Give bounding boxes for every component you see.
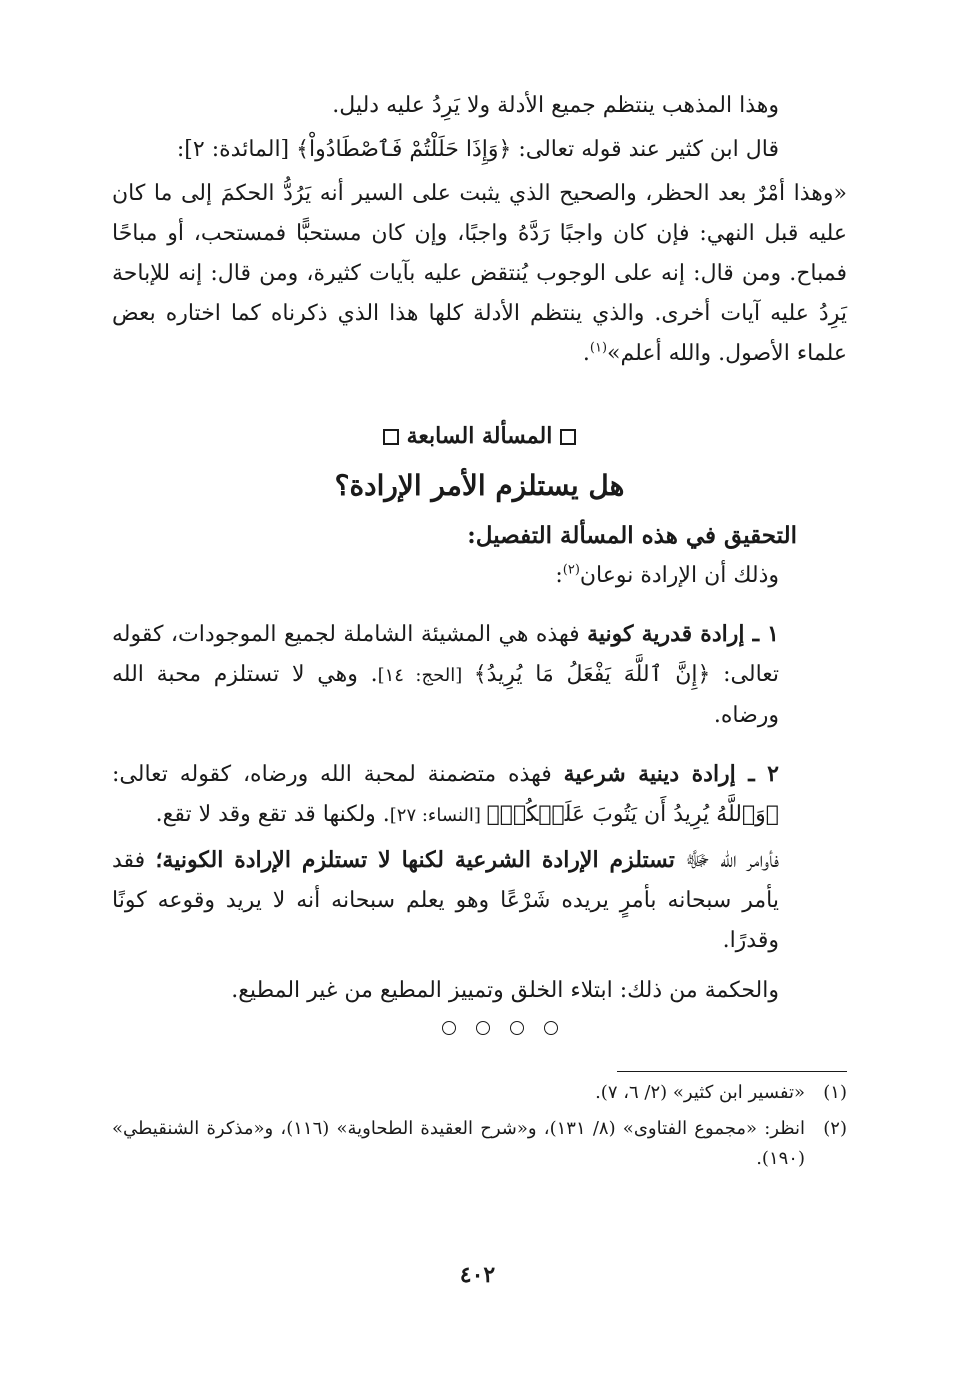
intro-paragraph bbox=[112, 556, 847, 596]
item-2-text-b: . ولكنها قد تقع وقد لا تقع. bbox=[155, 802, 390, 827]
footnote-ref-2[interactable]: (٢) bbox=[562, 562, 580, 578]
footnote-1-text: «تفسير ابن كثير» (٢/ ٦، ٧). bbox=[595, 1082, 805, 1103]
item-2-heading: ٢ ـ إرادة دينية شرعية bbox=[563, 761, 779, 787]
item-2-quran: ﴿وَٱللَّهُ يُرِيدُ أَن يَتُوبَ عَلَيۡكُمۡ﴾ bbox=[486, 802, 779, 827]
section-title-text: المسألة السابعة bbox=[406, 423, 553, 449]
wisdom-paragraph: والحكمة من ذلك: ابتلاء الخلق وتمييز المطيع من غير المطيع. bbox=[231, 978, 779, 1003]
item-1-text-b: . وهي لا تستلزم محبة الله ورضاه. bbox=[112, 662, 779, 728]
quote-ibn-kathir bbox=[112, 174, 847, 374]
item-1-text-a: فهذه هي المشيئة الشاملة لجميع الموجودات، كقوله تعالى: bbox=[112, 622, 780, 687]
item-1-quran: ﴿إِنَّ ٱللَّهَ يَفْعَلُ مَا يُرِيدُ﴾ bbox=[473, 662, 711, 687]
ring-ornament-icon bbox=[544, 1021, 558, 1035]
footnote-2-number: (٢) bbox=[823, 1118, 847, 1139]
ring-ornament bbox=[152, 1015, 847, 1045]
footnote-divider bbox=[617, 1071, 847, 1072]
footnote-ref-1[interactable]: (١) bbox=[589, 340, 608, 356]
item-1 bbox=[112, 614, 847, 736]
paragraph-ibn-kathir-intro: قال ابن كثير عند قوله تعالى: ﴿وَإِذَا حَلَلْتُمْ فَٱصْطَادُواْ﴾ [المائدة: ٢]: bbox=[176, 137, 779, 162]
item-2-ref: [النساء: ٢٧] bbox=[389, 805, 487, 826]
commands-text-a: فأوامر الله ﷻ bbox=[674, 848, 780, 873]
footnote-2-text: انظر: «مجموع الفتاوى» (٨/ ١٣١)، و«شرح العقيدة الطحاوية» (١١٦)، و«مذكرة الشنقيطي» (١٩٠). bbox=[112, 1118, 806, 1169]
item-1-ref: [الحج: ١٤] bbox=[377, 665, 474, 686]
main-title: هل يستلزم الأمر الإرادة؟ bbox=[334, 469, 625, 502]
ring-ornament-icon bbox=[476, 1021, 490, 1035]
intro-end: : bbox=[555, 563, 563, 588]
item-1-heading: ١ ـ إرادة قدرية كونية bbox=[587, 621, 779, 647]
ring-ornament-icon bbox=[442, 1021, 456, 1035]
ring-ornament-icon bbox=[510, 1021, 524, 1035]
quote-end: . bbox=[582, 341, 590, 366]
quote-text: «وهذا أمْرٌ بعد الحظر، والصحيح الذي يثبت على السير أنه يَرُدُّ الحكمَ إلى ما كان عليه قبل النهي: فإن كان واجبًا رَدَّهُ واجبًا، وإن كان مستحبًّا فمستحب، أو مباحًا فمباح. ومن قال: إنه على الوجوب يُنتقض عليه بآيات كثيرة، ومن قال: إنه للإباحة يَرِدُ عليه آيات أخرى. والذي ينتظم الأدلة كلها هذا الذي ذكرناه كما اختاره بعض علماء الأصول. والله أعلم» bbox=[112, 181, 847, 366]
footnote-1-number: (١) bbox=[823, 1082, 847, 1103]
paragraph-doctrine: وهذا المذهب ينتظم جميع الأدلة ولا يَرِدُ عليه دليل. bbox=[332, 93, 779, 118]
item-2-text-a: فهذه متضمنة لمحبة الله ورضاه، كقوله تعالى: bbox=[112, 762, 564, 787]
sub-title: التحقيق في هذه المسألة التفصيل: bbox=[467, 522, 797, 549]
item-2 bbox=[112, 754, 847, 836]
square-ornament-icon bbox=[383, 429, 399, 445]
section-title bbox=[112, 416, 847, 456]
footnote-2 bbox=[112, 1114, 847, 1174]
square-ornament-icon bbox=[560, 429, 576, 445]
commands-bold: تستلزم الإرادة الشرعية لكنها لا تستلزم الإرادة الكونية؛ bbox=[155, 847, 675, 873]
commands-paragraph bbox=[112, 840, 847, 961]
footnote-1 bbox=[112, 1078, 847, 1108]
intro-text: وذلك أن الإرادة نوعان bbox=[579, 563, 779, 588]
page-body bbox=[112, 86, 847, 1174]
commands-text-b: فقد يأمر سبحانه بأمرٍ يريده شَرْعًا وهو يعلم سبحانه أنه لا يريد وقوعه كونًا وقدرًا. bbox=[112, 848, 779, 953]
page-number: ٤٠٢ bbox=[459, 1262, 496, 1288]
